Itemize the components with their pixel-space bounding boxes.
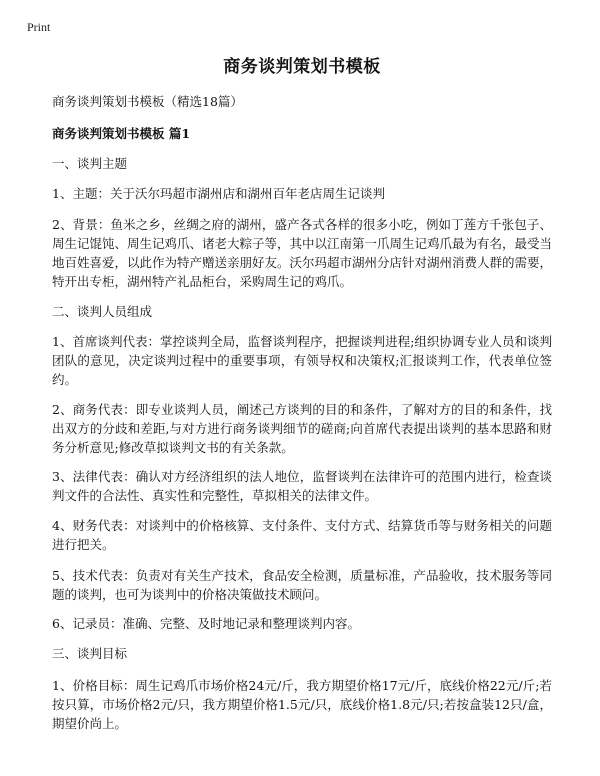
paragraph-finance-rep: 4、财务代表：对谈判中的价格核算、支付条件、支付方式、结算货币等与财务相关的问题进行把关。: [52, 518, 552, 552]
heading-goals: 三、谈判目标: [52, 646, 128, 661]
paragraph-topic: 1、主题：关于沃尔玛超市湖州店和湖州百年老店周生记谈判: [52, 186, 385, 201]
paragraph-recorder: 6、记录员：准确、完整、及时地记录和整理谈判内容。: [52, 616, 360, 631]
paragraph-tech-rep: 5、技术代表：负责对有关生产技术，食品安全检测，质量标准，产品验收，技术服务等同题的谈判，也可为谈判中的价格决策做技术顾问。: [52, 568, 552, 602]
print-label[interactable]: Print: [27, 20, 51, 34]
paragraph-legal-rep: 3、法律代表：确认对方经济组织的法人地位，监督谈判在法律许可的范围内进行，检查谈判文件的合法性、真实性和完整性，草拟相关的法律文件。: [52, 469, 552, 503]
section-title: 商务谈判策划书模板 篇1: [52, 126, 191, 141]
paragraph-chief-negotiator: 1、首席谈判代表：掌控谈判全局，监督谈判程序，把握谈判进程;组织协调专业人员和谈判团队的意见，决定谈判过程中的重要事项，有领导权和决策权;汇报谈判工作，代表单位签约。: [52, 334, 552, 387]
heading-team: 二、谈判人员组成: [52, 304, 153, 319]
heading-topic: 一、谈判主题: [52, 156, 128, 171]
document-title: 商务谈判策划书模板: [223, 57, 381, 77]
paragraph-business-rep: 2、商务代表：即专业谈判人员，阐述己方谈判的目的和条件，了解对方的目的和条件，找出双方的分歧和差距,与对方进行商务谈判细节的磋商;向首席代表提出谈判的基本思路和财务分析意见;修改草拟谈判文书的有关条款。: [52, 402, 552, 455]
document-subtitle: 商务谈判策划书模板（精选18篇）: [52, 94, 243, 109]
paragraph-price-goal: 1、价格目标：周生记鸡爪市场价格24元/斤，我方期望价格17元/斤，底线价格22元/斤;若按只算，市场价格2元/只，我方期望价格1.5元/只，底线价格1.8元/只;若按盒装12只/盒，期望价尚上。: [52, 678, 552, 731]
paragraph-background: 2、背景：鱼米之乡，丝绸之府的湖州，盛产各式各样的很多小吃，例如丁莲方千张包子、周生记馄饨、周生记鸡爪、诸老大粽子等，其中以江南第一爪周生记鸡爪最为有名，最受当地百姓喜爱，以此作为特产赠送亲朋好友。沃尔玛超市湖州分店针对湖州消费人群的需要，特开出专柜，湖州特产礼品柜台，采购周生记的鸡爪。: [52, 217, 553, 289]
